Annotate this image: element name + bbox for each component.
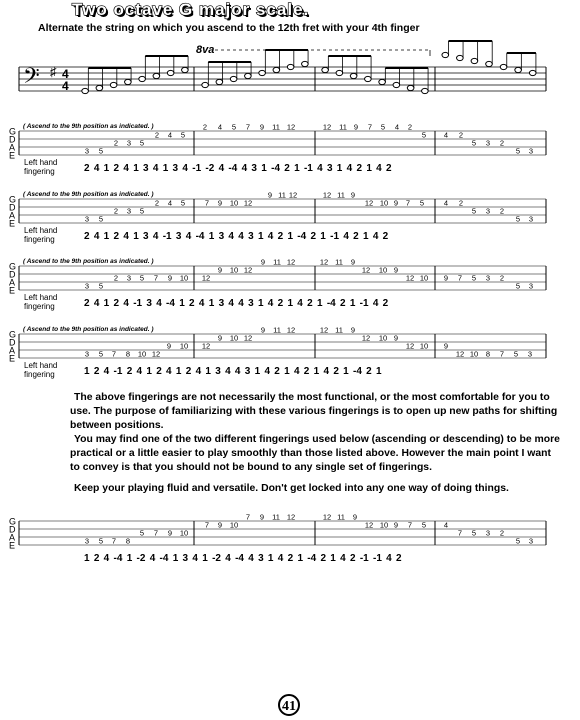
string-name-label: E [9, 150, 16, 161]
tab-fret-number: 5 [98, 214, 104, 224]
tab-fret-number: 5 [515, 214, 521, 224]
tab-fret-number: 12 [243, 198, 253, 208]
tab-fret-number: 2 [202, 122, 208, 132]
tab-fret-number: 11 [337, 512, 345, 522]
tab-fret-number: 11 [273, 325, 281, 335]
tab-fret-number: 3 [485, 273, 491, 283]
note-head [336, 70, 343, 75]
tab-fret-number: 5 [139, 528, 145, 538]
tab-fret-number: 2 [113, 206, 119, 216]
string-name-label: D [9, 269, 16, 280]
string-name-label: D [9, 134, 16, 145]
tab-fret-number: 12 [405, 273, 415, 283]
note-head [407, 85, 414, 90]
tab-fret-number: 5 [180, 198, 186, 208]
position-instruction: ( Ascend to the 9th position as indicated. ) [23, 258, 154, 265]
paragraph-1: The above fingerings are not necessarily the most functional, or the most comfortable for you to use. The purpose of familiarizing with these various fingerings is to open up new paths for shifting between positions. [70, 392, 558, 432]
tab-fret-number: 9 [167, 273, 173, 283]
tab-fret-number: 9 [217, 198, 223, 208]
fingering-numbers: 2 4 1 2 4 -1 3 4 -4 1 2 4 1 3 4 4 3 1 4 2 1 4 2 1 -4 2 1 -1 4 2 [84, 298, 389, 309]
tab-fret-number: 5 [421, 130, 427, 140]
tab-fret-number: 9 [217, 265, 223, 275]
tab-fret-number: 10 [379, 520, 389, 530]
note-head [322, 67, 329, 72]
tab-fret-number: 5 [139, 273, 145, 283]
tab-fret-number: 9 [350, 190, 356, 200]
tab-fret-number: 3 [528, 281, 534, 291]
tab-fret-number: 4 [217, 122, 223, 132]
tab-fret-number: 9 [353, 122, 359, 132]
tab-fret-number: 3 [84, 281, 90, 291]
note-head [457, 55, 464, 60]
tab-fret-number: 3 [485, 206, 491, 216]
tab-fret-number: 11 [335, 257, 343, 267]
tab-fret-number: 12 [286, 257, 296, 267]
tab-fret-number: 9 [393, 265, 399, 275]
string-name-label: D [9, 337, 16, 348]
bass-clef-icon: 𝄢 [23, 63, 40, 93]
time-signature-top: 4 [62, 67, 69, 81]
tab-fret-number: 7 [111, 349, 117, 359]
tab-fret-number: 7 [245, 122, 251, 132]
note-head [182, 67, 189, 72]
string-name-label: A [9, 345, 16, 356]
string-name-label: G [9, 126, 17, 137]
tab-fret-number: 7 [499, 349, 505, 359]
fingering-label: fingering [24, 235, 55, 244]
tab-fret-number: 9 [443, 273, 449, 283]
string-name-label: D [9, 202, 16, 213]
string-name-label: E [9, 353, 16, 364]
position-instruction: ( Ascend to the 9th position as indicated. ) [23, 326, 154, 333]
tab-fret-number: 3 [126, 273, 132, 283]
tab-fret-number: 11 [272, 512, 280, 522]
tab-fret-number: 11 [335, 325, 343, 335]
tab-fret-number: 10 [379, 198, 389, 208]
tab-fret-number: 9 [259, 512, 265, 522]
fingering-numbers: 2 4 1 2 4 1 3 4 1 3 4 -1 -2 4 -4 4 3 1 -4 2 1 -1 4 3 1 4 2 1 4 2 [84, 163, 392, 174]
tab-fret-number: 4 [443, 198, 449, 208]
note-head [125, 79, 132, 84]
note-head [393, 82, 400, 87]
tab-fret-number: 5 [471, 206, 477, 216]
tab-fret-number: 3 [528, 146, 534, 156]
explanatory-text [70, 391, 562, 496]
tab-fret-number: 12 [286, 512, 296, 522]
string-name-label: A [9, 142, 16, 153]
tab-fret-number: 9 [350, 257, 356, 267]
note-head [216, 79, 223, 84]
tab-fret-number: 9 [217, 333, 223, 343]
tab-fret-number: 11 [272, 122, 280, 132]
tab-fret-number: 9 [393, 198, 399, 208]
tab-fret-number: 8 [485, 349, 491, 359]
tab-fret-number: 10 [179, 341, 189, 351]
tab-fret-number: 9 [167, 528, 173, 538]
tab-fret-number: 3 [528, 536, 534, 546]
tab-fret-number: 7 [457, 528, 463, 538]
tab-fret-number: 11 [339, 122, 347, 132]
tab-fret-number: 4 [443, 520, 449, 530]
tab-fret-number: 2 [458, 198, 464, 208]
tab-fret-number: 12 [361, 265, 371, 275]
tab-fret-number: 11 [273, 257, 281, 267]
tab-fret-number: 12 [364, 520, 374, 530]
note-head [442, 52, 449, 57]
tab-fret-number: 9 [260, 325, 266, 335]
fingering-numbers: 1 2 4 -4 1 -2 4 -4 1 3 4 1 -2 4 -4 4 3 1 4 2 1 -4 2 1 4 2 -1 -1 4 2 [84, 553, 402, 564]
tab-fret-number: 3 [84, 214, 90, 224]
time-signature-bottom: 4 [62, 79, 69, 93]
string-name-label: E [9, 285, 16, 296]
tab-fret-number: 10 [229, 265, 239, 275]
fingering-numbers: 1 2 4 -1 2 4 1 2 4 1 2 4 1 3 4 4 3 1 4 2 1 4 2 1 4 2 1 -4 2 1 [84, 366, 382, 377]
tab-fret-number: 8 [125, 536, 131, 546]
tab-fret-number: 8 [125, 349, 131, 359]
tab-fret-number: 10 [378, 333, 388, 343]
tab-fret-number: 9 [166, 341, 172, 351]
string-name-label: G [9, 516, 17, 527]
tab-fret-number: 2 [499, 138, 505, 148]
tab-fret-number: 12 [455, 349, 465, 359]
tab-fret-number: 10 [378, 265, 388, 275]
tab-fret-number: 2 [499, 206, 505, 216]
fingering-label: fingering [24, 167, 55, 176]
ottava-mark: 8va [196, 44, 215, 56]
string-name-label: A [9, 210, 16, 221]
tab-fret-number: 5 [98, 281, 104, 291]
tab-fret-number: 9 [267, 190, 273, 200]
note-head [167, 70, 174, 75]
paragraph-2: You may find one of the two different fingerings used below (ascending or descending) to be more practical or a little easier to play smoothly than those listed above. However the main point I want to convey is that you should not be bound to any single set of fingerings. [70, 434, 560, 474]
tab-fret-number: 4 [443, 130, 449, 140]
tab-fret-number: 3 [528, 214, 534, 224]
tab-fret-number: 2 [407, 122, 413, 132]
tab-fret-number: 2 [154, 130, 160, 140]
tab-fret-number: 5 [419, 198, 425, 208]
tab-fret-number: 9 [217, 520, 223, 530]
tab-fret-number: 5 [98, 536, 104, 546]
note-head [365, 76, 372, 81]
tab-fret-number: 3 [126, 138, 132, 148]
note-head [471, 58, 478, 63]
tab-fret-number: 10 [179, 528, 189, 538]
position-instruction: ( Ascend to the 9th position as indicated. ) [23, 123, 154, 130]
tab-fret-number: 10 [229, 520, 239, 530]
tab-fret-number: 2 [154, 198, 160, 208]
tab-fret-number: 12 [243, 333, 253, 343]
tab-fret-number: 7 [153, 528, 159, 538]
string-name-label: G [9, 194, 17, 205]
tab-fret-number: 5 [180, 130, 186, 140]
fingering-label: Left hand [24, 226, 58, 235]
string-name-label: E [9, 540, 16, 551]
note-head [202, 82, 209, 87]
tab-fret-number: 12 [286, 325, 296, 335]
tab-fret-number: 5 [471, 138, 477, 148]
tab-fret-number: 12 [201, 341, 211, 351]
note-head [259, 70, 266, 75]
page-subtitle: Alternate the string on which you ascend to the 12th fret with your 4th finger [38, 22, 420, 34]
note-head [500, 64, 507, 69]
tab-fret-number: 2 [458, 130, 464, 140]
note-head [302, 61, 309, 66]
tab-fret-number: 2 [499, 273, 505, 283]
tab-fret-number: 12 [364, 198, 374, 208]
tab-fret-number: 3 [485, 528, 491, 538]
tab-fret-number: 10 [179, 273, 189, 283]
note-head [96, 85, 103, 90]
tab-fret-number: 5 [515, 281, 521, 291]
tab-fret-number: 7 [405, 198, 411, 208]
tab-fret-number: 2 [499, 528, 505, 538]
note-head [153, 73, 160, 78]
page-number: 41 [278, 694, 300, 716]
tab-fret-number: 12 [286, 122, 296, 132]
note-head [422, 88, 429, 93]
tab-fret-number: 12 [322, 122, 332, 132]
tab-fret-number: 11 [337, 190, 345, 200]
tab-fret-number: 5 [471, 273, 477, 283]
fingering-label: Left hand [24, 158, 58, 167]
tab-fret-number: 10 [137, 349, 147, 359]
tab-fret-number: 12 [322, 190, 332, 200]
string-name-label: G [9, 329, 17, 340]
tab-fret-number: 5 [139, 206, 145, 216]
note-head [486, 61, 493, 66]
tab-fret-number: 5 [231, 122, 237, 132]
tab-fret-number: 7 [245, 512, 251, 522]
string-name-label: A [9, 532, 16, 543]
tab-fret-number: 10 [469, 349, 479, 359]
note-head [529, 70, 536, 75]
tab-fret-number: 12 [361, 333, 371, 343]
tab-fret-number: 2 [113, 273, 119, 283]
tab-fret-number: 12 [243, 265, 253, 275]
string-name-label: D [9, 524, 16, 535]
note-head [110, 82, 117, 87]
page-title: Two octave G major scale. [72, 0, 310, 19]
string-name-label: G [9, 261, 17, 272]
note-head [350, 73, 357, 78]
fingering-label: fingering [24, 302, 55, 311]
fingering-label: Left hand [24, 293, 58, 302]
tab-fret-number: 9 [260, 257, 266, 267]
tab-fret-number: 3 [527, 349, 533, 359]
tab-fret-number: 3 [84, 146, 90, 156]
tab-fret-number: 12 [322, 512, 332, 522]
tab-fret-number: 9 [443, 341, 449, 351]
note-head [139, 76, 146, 81]
tab-fret-number: 5 [98, 146, 104, 156]
tab-fret-number: 7 [457, 273, 463, 283]
tab-fret-number: 5 [515, 536, 521, 546]
tab-fret-number: 2 [113, 138, 119, 148]
note-head [515, 67, 522, 72]
fingering-label: Left hand [24, 361, 58, 370]
position-instruction: ( Ascend to the 9th position as indicated. ) [23, 191, 154, 198]
tab-fret-number: 12 [151, 349, 161, 359]
note-head [379, 79, 386, 84]
tab-fret-number: 4 [167, 198, 173, 208]
tab-fret-number: 9 [393, 520, 399, 530]
tab-fret-number: 9 [259, 122, 265, 132]
tab-fret-number: 5 [515, 146, 521, 156]
note-head [273, 67, 280, 72]
note-head [230, 76, 237, 81]
tab-fret-number: 10 [419, 341, 429, 351]
fingering-numbers: 2 4 1 2 4 1 3 4 -1 3 4 -4 1 3 4 4 3 1 4 2 1 -4 2 1 -1 4 2 1 4 2 [84, 231, 389, 242]
tab-fret-number: 10 [229, 198, 239, 208]
tab-fret-number: 12 [201, 273, 211, 283]
tab-fret-number: 7 [204, 520, 210, 530]
fingering-label: fingering [24, 370, 55, 379]
tab-fret-number: 5 [421, 520, 427, 530]
key-signature-sharp: ♯ [50, 64, 57, 79]
tab-fret-number: 9 [352, 512, 358, 522]
tab-fret-number: 4 [394, 122, 400, 132]
paragraph-3: Keep your playing fluid and versatile. Don't get locked into any one way of doing things. [74, 482, 509, 494]
tab-fret-number: 9 [393, 333, 399, 343]
tab-fret-number: 12 [405, 341, 415, 351]
note-head [287, 64, 294, 69]
tab-fret-number: 4 [167, 130, 173, 140]
tab-fret-number: 12 [319, 257, 329, 267]
tab-fret-number: 3 [485, 138, 491, 148]
tab-fret-number: 12 [288, 190, 298, 200]
string-name-label: E [9, 218, 16, 229]
note-head [245, 73, 252, 78]
tab-fret-number: 11 [278, 190, 286, 200]
tab-fret-number: 5 [513, 349, 519, 359]
tab-fret-number: 10 [229, 333, 239, 343]
tab-fret-number: 5 [139, 138, 145, 148]
note-head [82, 88, 89, 93]
tab-fret-number: 5 [98, 349, 104, 359]
tab-fret-number: 9 [350, 325, 356, 335]
tab-fret-number: 7 [153, 273, 159, 283]
tab-fret-number: 3 [84, 536, 90, 546]
tab-fret-number: 3 [126, 206, 132, 216]
tab-fret-number: 7 [111, 536, 117, 546]
tab-fret-number: 7 [407, 520, 413, 530]
tab-fret-number: 5 [380, 122, 386, 132]
tab-fret-number: 5 [471, 528, 477, 538]
tab-fret-number: 7 [367, 122, 373, 132]
tab-fret-number: 12 [319, 325, 329, 335]
tab-fret-number: 10 [419, 273, 429, 283]
tab-fret-number: 3 [84, 349, 90, 359]
tab-fret-number: 7 [204, 198, 210, 208]
string-name-label: A [9, 277, 16, 288]
